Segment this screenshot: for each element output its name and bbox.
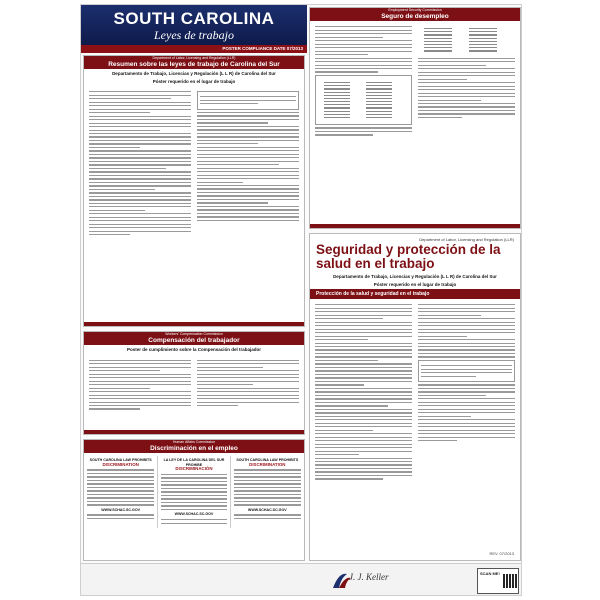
workers-comp-title: Compensación del trabajador	[148, 337, 240, 344]
osha-required: Póster requerido en el lugar de trabajo	[373, 281, 457, 287]
qr-code-icon	[503, 574, 517, 588]
poster-header	[81, 5, 307, 45]
discrimination-col-3: SOUTH CAROLINA LAW PROHIBITS DISCRIMINATION WWW.SCHAC.SC.GOV	[231, 456, 304, 523]
osha-body	[310, 299, 520, 485]
osha-section	[309, 233, 521, 561]
summary-header: Department of Labor, Licensing and Regulation (LLR) Resumen sobre las leyes de trabajo de Carolina del Sur	[84, 56, 304, 69]
osha-title: Seguridad y protección de la salud en el trabajo	[316, 242, 501, 271]
brand-name: J. J. Keller	[349, 572, 389, 582]
discrimination-website-1[interactable]: WWW.SCHAC.SC.GOV	[101, 507, 141, 512]
compliance-date: POSTER COMPLIANCE DATE 07/2013	[81, 45, 307, 53]
poster-footer	[81, 563, 522, 596]
scan-box[interactable]	[477, 568, 519, 594]
workers-comp-poster-title: Poster de cumplimiento sobre la Compensación del trabajador	[126, 347, 262, 352]
discrimination-section	[83, 439, 305, 561]
summary-body	[84, 86, 304, 241]
summary-department: Departamento de Trabajo, Licencias y Regulación (L L R) de Carolina del Sur	[112, 71, 276, 76]
osha-department: Departamento de Trabajo, Licencias y Regulación (L L R) de Carolina del Sur	[333, 274, 497, 279]
state-title: SOUTH CAROLINA	[113, 9, 275, 28]
workers-comp-section	[83, 331, 305, 435]
discrimination-col-1: SOUTH CAROLINA LAW PROHIBITS DISCRIMINATION WWW.SCHAC.SC.GOV	[84, 456, 157, 523]
poster-subtitle: Leyes de trabajo	[154, 28, 234, 42]
osha-band: Protección de la salud y seguridad en el trabajo	[310, 289, 520, 299]
discrimination-col-2: LA LEY DE LA CAROLINA DEL SUR PROHIBE DISCRIMINACIÓN WWW.SCHAC.SC.GOV	[157, 456, 230, 528]
summary-section	[83, 55, 305, 327]
labor-law-poster	[80, 4, 522, 596]
workers-comp-body	[84, 355, 304, 415]
osha-kicker: Department of Labor, Licensing and Regulation (LLR)	[419, 237, 514, 242]
scan-label: SCAN ME!	[480, 571, 500, 576]
discrimination-title: Discriminación en el empleo	[150, 445, 238, 452]
discrimination-website-3[interactable]: WWW.SCHAC.SC.GOV	[247, 507, 287, 512]
unemployment-body	[310, 21, 520, 141]
discrimination-header: Human Affairs Commission Discriminación en el empleo	[84, 440, 304, 453]
unemployment-section	[309, 7, 521, 229]
discrimination-website-2[interactable]: WWW.SCHAC.SC.GOV	[174, 512, 214, 517]
osha-rev: REV. 07/2013	[489, 551, 514, 556]
workers-comp-header: Workers' Compensation Commission Compensación del trabajador	[84, 332, 304, 345]
unemployment-title: Seguro de desempleo	[381, 13, 449, 20]
summary-required: Póster requerido en el lugar de trabajo	[152, 78, 236, 84]
unemployment-header: Employment Security Commission Seguro de desempleo	[310, 8, 520, 21]
summary-title: Resumen sobre las leyes de trabajo de Carolina del Sur	[108, 61, 280, 68]
